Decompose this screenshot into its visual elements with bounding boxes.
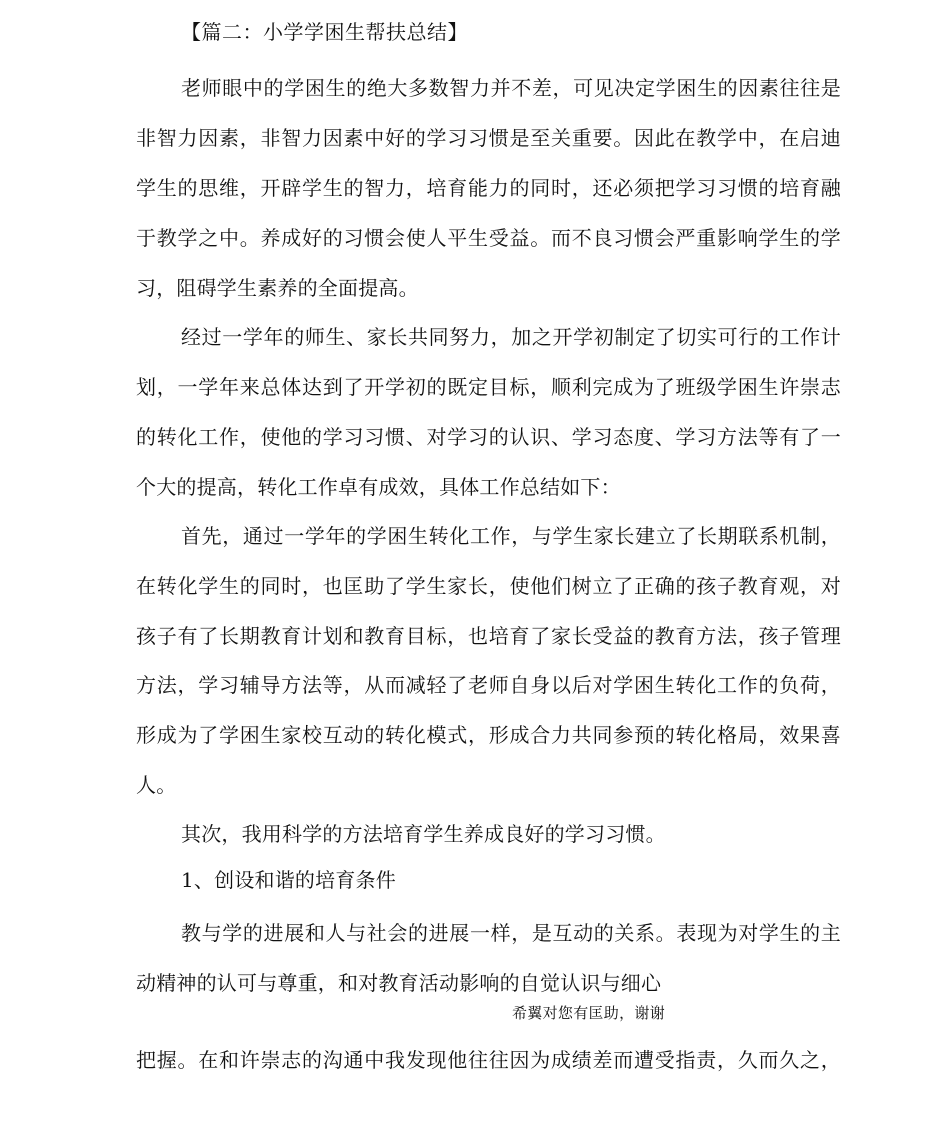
paragraph-line: 孩子有了长期教育计划和教育目标，也培育了家长受益的教育方法，孩子管理 [136, 624, 841, 648]
paragraph-line: 在转化学生的同时，也匡助了学生家长，使他们树立了正确的孩子教育观，对 [136, 574, 841, 598]
paragraph-line: 非智力因素，非智力因素中好的学习习惯是至关重要。因此在教学中，在启迪 [136, 126, 841, 150]
paragraph-line: 教与学的进展和人与社会的进展一样，是互动的关系。表现为对学生的主 [181, 921, 841, 945]
paragraph-line: 把握。在和许崇志的沟通中我发现他往往因为成绩差而遭受指责，久而久之， [136, 1048, 841, 1072]
paragraph-line: 方法，学习辅导方法等，从而减轻了老师自身以后对学困生转化工作的负荷， [136, 673, 841, 697]
paragraph-line: 划，一学年来总体达到了开学初的既定目标，顺利完成为了班级学困生许崇志 [136, 375, 841, 399]
paragraph-line: 其次，我用科学的方法培育学生养成良好的学习习惯。 [181, 822, 666, 846]
paragraph-line: 个大的提高，转化工作卓有成效，具体工作总结如下： [136, 475, 621, 499]
paragraph-line: 经过一学年的师生、家长共同努力，加之开学初制定了切实可行的工作计 [181, 325, 841, 349]
paragraph-line: 人。 [136, 773, 177, 797]
footer-note: 希翼对您有匡助，谢谢 [512, 1004, 666, 1022]
paragraph-line: 的转化工作，使他的学习习惯、对学习的认识、学习态度、学习方法等有了一 [136, 425, 841, 449]
paragraph-line: 习，阻碍学生素养的全面提高。 [136, 276, 419, 300]
document-title: 【篇二：小学学困生帮扶总结】 [181, 20, 468, 44]
paragraph-line: 首先，通过一学年的学困生转化工作，与学生家长建立了长期联系机制， [181, 524, 841, 548]
paragraph-line: 动精神的认可与尊重，和对教育活动影响的自觉认识与细心 [136, 971, 662, 995]
section-heading: 1、创设和谐的培育条件 [181, 868, 396, 892]
paragraph-line: 老师眼中的学困生的绝大多数智力并不差，可见决定学困生的因素往往是 [181, 76, 841, 100]
paragraph-line: 形成为了学困生家校互动的转化模式，形成合力共同参预的转化格局，效果喜 [136, 723, 841, 747]
paragraph-line: 于教学之中。养成好的习惯会使人平生受益。而不良习惯会严重影响学生的学 [136, 226, 841, 250]
paragraph-line: 学生的思维，开辟学生的智力，培育能力的同时，还必须把学习习惯的培育融 [136, 176, 841, 200]
